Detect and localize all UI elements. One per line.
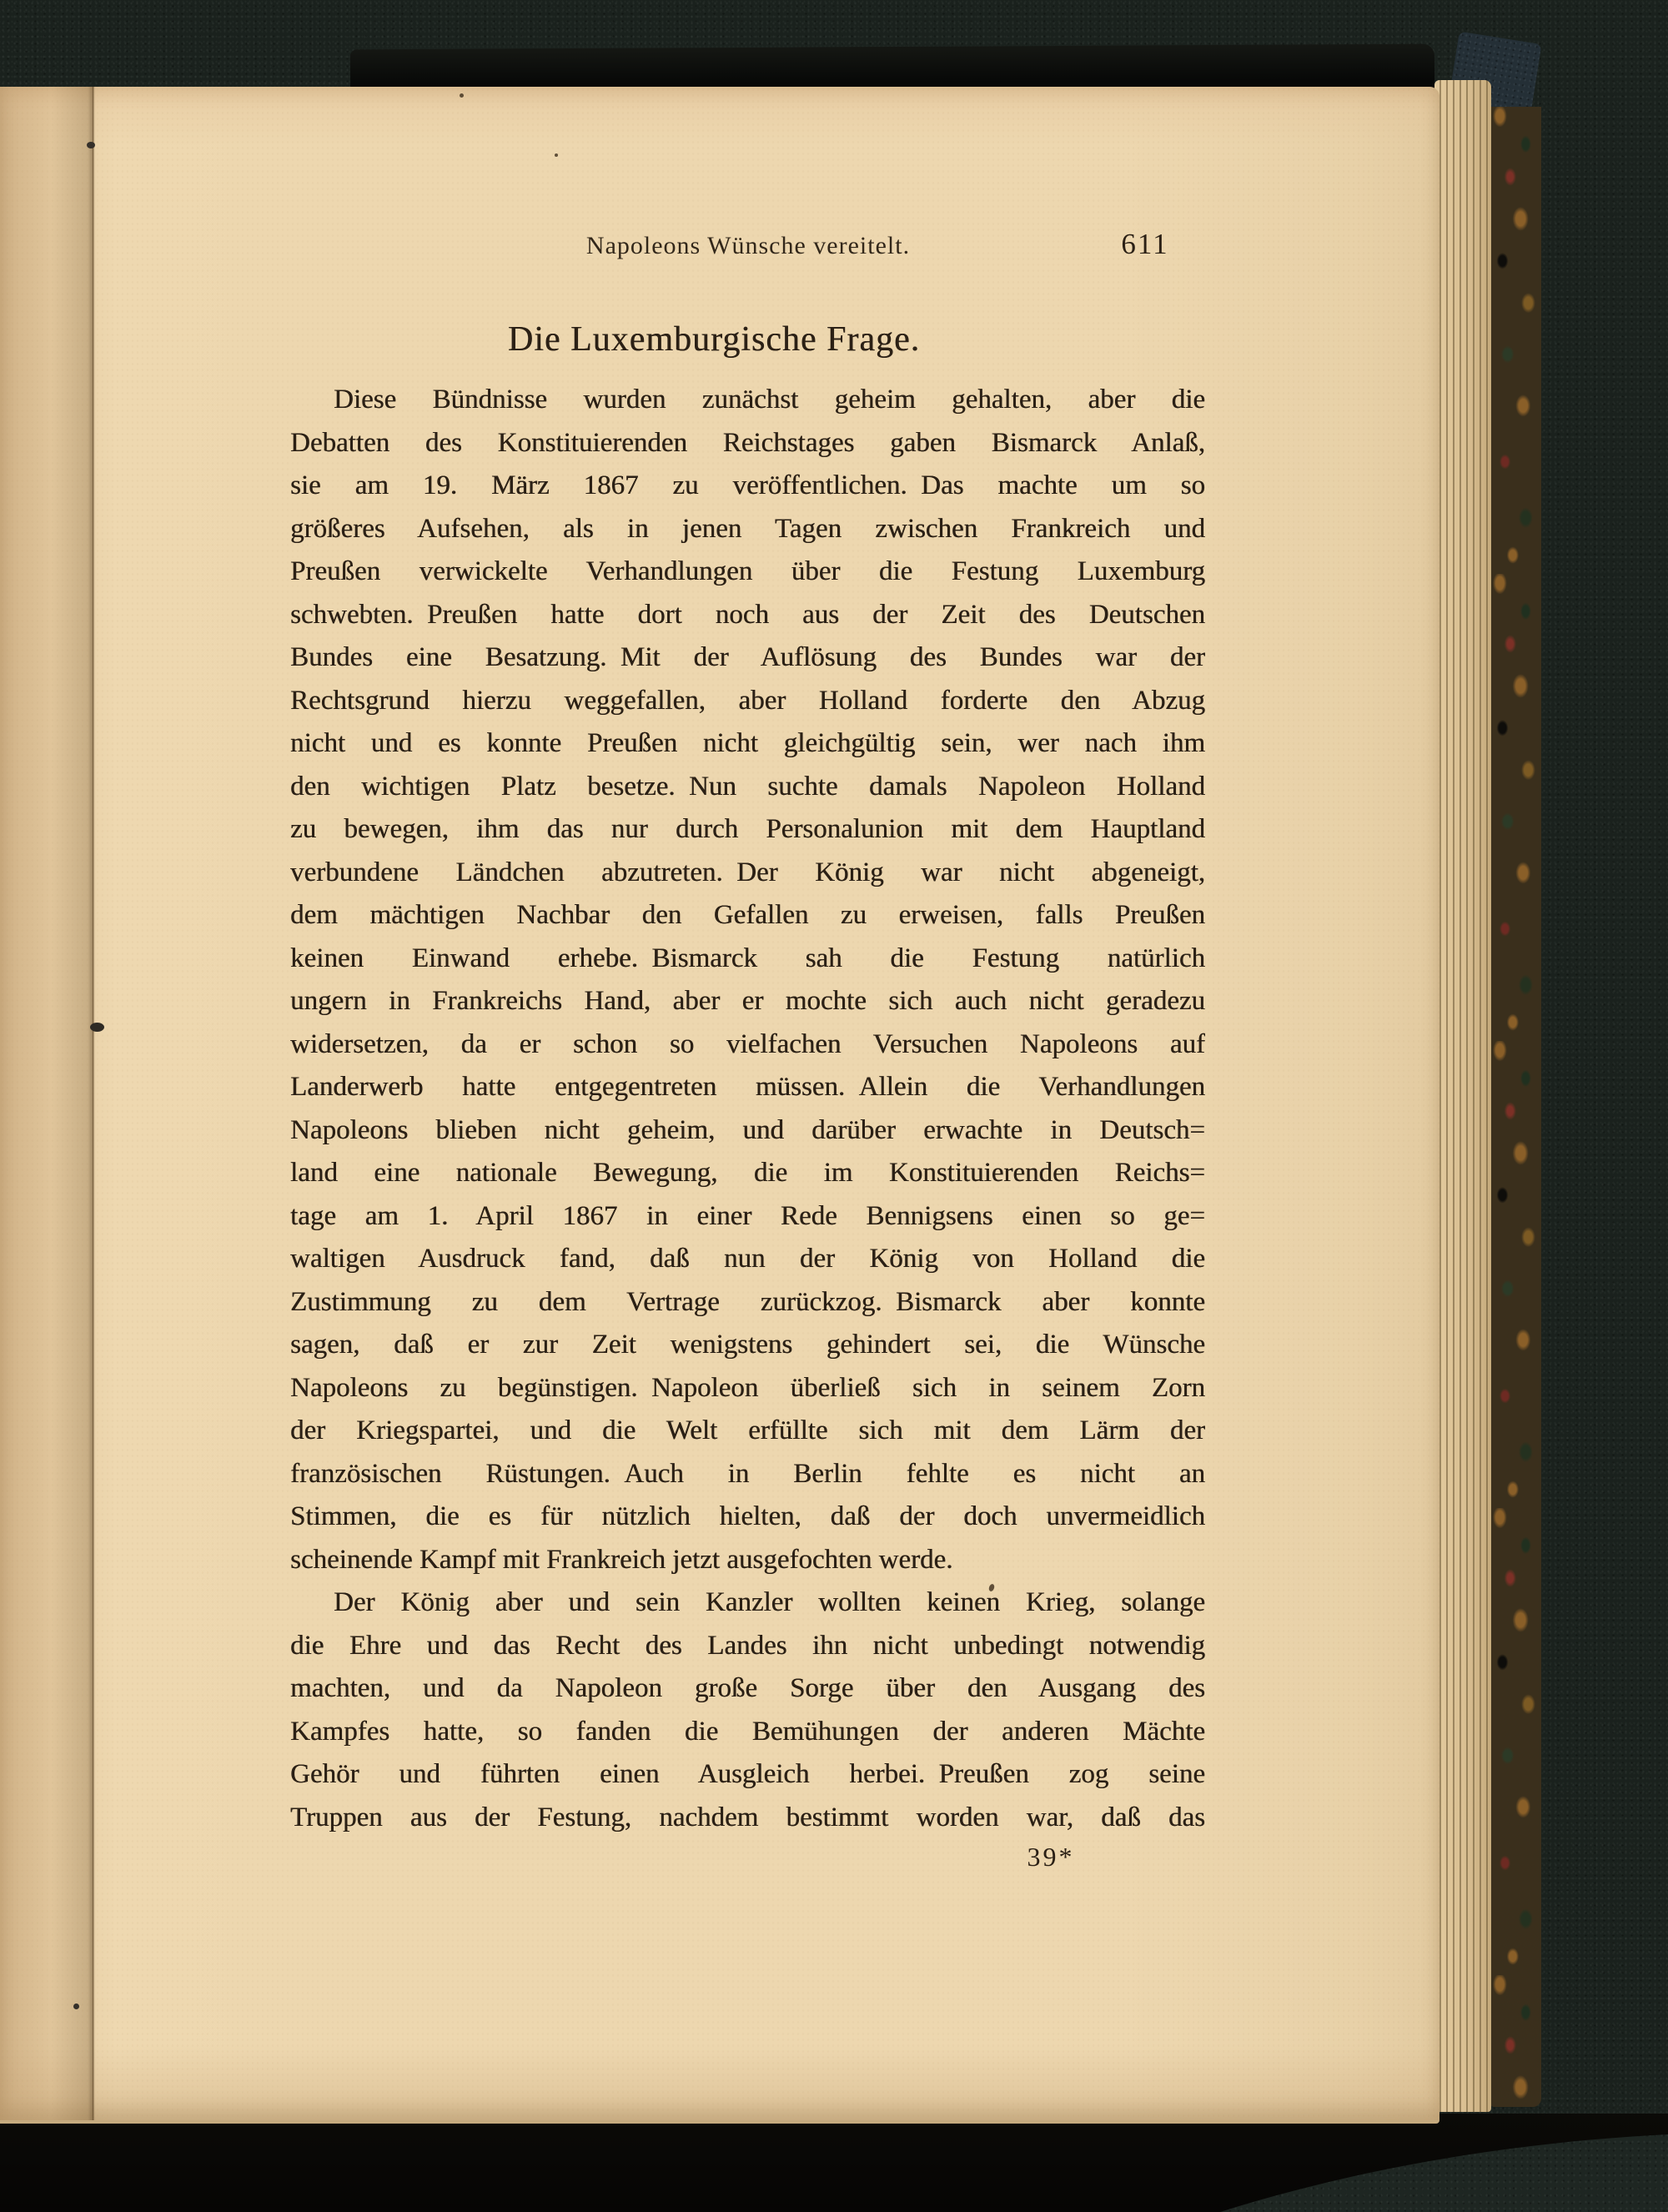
body-line: größeres Aufsehen, als in jenen Tagen zwischen Frankreich und (290, 513, 1205, 544)
section-heading: Die Luxemburgische Frage. (507, 320, 921, 359)
body-line: den wichtigen Platz besetze. Nun suchte damals Napoleon Holland (290, 771, 1205, 802)
body-line: Stimmen, die es für nützlich hielten, daß der doch unvermeidlich (290, 1501, 1205, 1531)
body-line: widersetzen, da er schon so vielfachen Versuchen Napoleons auf (290, 1028, 1205, 1059)
body-line: machten, und da Napoleon große Sorge über den Ausgang des (290, 1673, 1205, 1703)
body-line: Debatten des Konstituierenden Reichstages gaben Bismarck Anlaß, (290, 427, 1205, 458)
paper-speck (460, 93, 464, 98)
gutter-crease (93, 87, 95, 2120)
body-line: land eine nationale Bewegung, die im Konstituierenden Reichs= (290, 1158, 1205, 1188)
body-line: dem mächtigen Nachbar den Gefallen zu erweisen, falls Preußen (290, 900, 1205, 930)
body-line: Diese Bündnisse wurden zunächst geheim gehalten, aber die (334, 385, 1205, 415)
body-line: ungern in Frankreichs Hand, aber er mochte sich auch nicht geradezu (290, 986, 1205, 1016)
body-line: französischen Rüstungen. Auch in Berlin fehlte es nicht an (290, 1458, 1205, 1489)
body-line: Napoleons zu begünstigen. Napoleon überließ sich in seinem Zorn (290, 1372, 1205, 1403)
body-line: Truppen aus der Festung, nachdem bestimmt worden war, daß das (290, 1802, 1205, 1832)
body-line: Landerwerb hatte entgegentreten müssen. Allein die Verhandlungen (290, 1072, 1205, 1102)
body-text (290, 379, 1205, 1839)
body-line: keinen Einwand erhebe. Bismarck sah die Festung natürlich (290, 943, 1205, 973)
body-line: Der König aber und sein Kanzler wollten keinen Krieg, solange (334, 1587, 1205, 1617)
marbled-cover-edge (1490, 107, 1541, 2107)
binding-hole (90, 1023, 104, 1032)
body-line: sie am 19. März 1867 zu veröffentlichen. Das machte um so (290, 470, 1205, 500)
page-number: 611 (1121, 228, 1169, 260)
gutter-shading (0, 87, 93, 2120)
body-line: Napoleons blieben nicht geheim, und darüber erwachte in Deutsch= (290, 1114, 1205, 1145)
book-page (0, 87, 1439, 2124)
page-edges-stack (1434, 80, 1491, 2112)
body-line: der Kriegspartei, und die Welt erfüllte sich mit dem Lärm der (290, 1415, 1205, 1445)
binding-hole (73, 2003, 79, 2009)
body-line: tage am 1. April 1867 in einer Rede Bennigsens einen so ge= (290, 1200, 1205, 1231)
binding-hole (87, 142, 95, 148)
body-line: sagen, daß er zur Zeit wenigstens gehindert sei, die Wünsche (290, 1330, 1205, 1360)
body-line: Bundes eine Besatzung. Mit der Auflösung des Bundes war der (290, 642, 1205, 672)
body-line: waltigen Ausdruck fand, daß nun der König von Holland die (290, 1244, 1205, 1274)
body-line: Preußen verwickelte Verhandlungen über die Festung Luxemburg (290, 556, 1205, 586)
body-line: schwebten. Preußen hatte dort noch aus der Zeit des Deutschen (290, 599, 1205, 630)
body-line: Zustimmung zu dem Vertrage zurückzog. Bismarck aber konnte (290, 1286, 1205, 1317)
body-line: zu bewegen, ihm das nur durch Personalunion mit dem Hauptland (290, 814, 1205, 844)
body-line: nicht und es konnte Preußen nicht gleichgültig sein, wer nach ihm (290, 728, 1205, 758)
body-line: die Ehre und das Recht des Landes ihn nicht unbedingt notwendig (290, 1630, 1205, 1661)
body-line: Kampfes hatte, so fanden die Bemühungen der anderen Mächte (290, 1716, 1205, 1747)
body-line: Rechtsgrund hierzu weggefallen, aber Holland forderte den Abzug (290, 685, 1205, 716)
body-line: Gehör und führten einen Ausgleich herbei. Preußen zog seine (290, 1759, 1205, 1789)
running-header: Napoleons Wünsche vereitelt. (585, 232, 911, 259)
paper-speck (555, 153, 558, 157)
body-line: verbundene Ländchen abzutreten. Der König war nicht abgeneigt, (290, 857, 1205, 887)
signature-mark: 39* (1027, 1842, 1075, 1872)
body-line: scheinende Kampf mit Frankreich jetzt ausgefochten werde. (290, 1544, 953, 1575)
